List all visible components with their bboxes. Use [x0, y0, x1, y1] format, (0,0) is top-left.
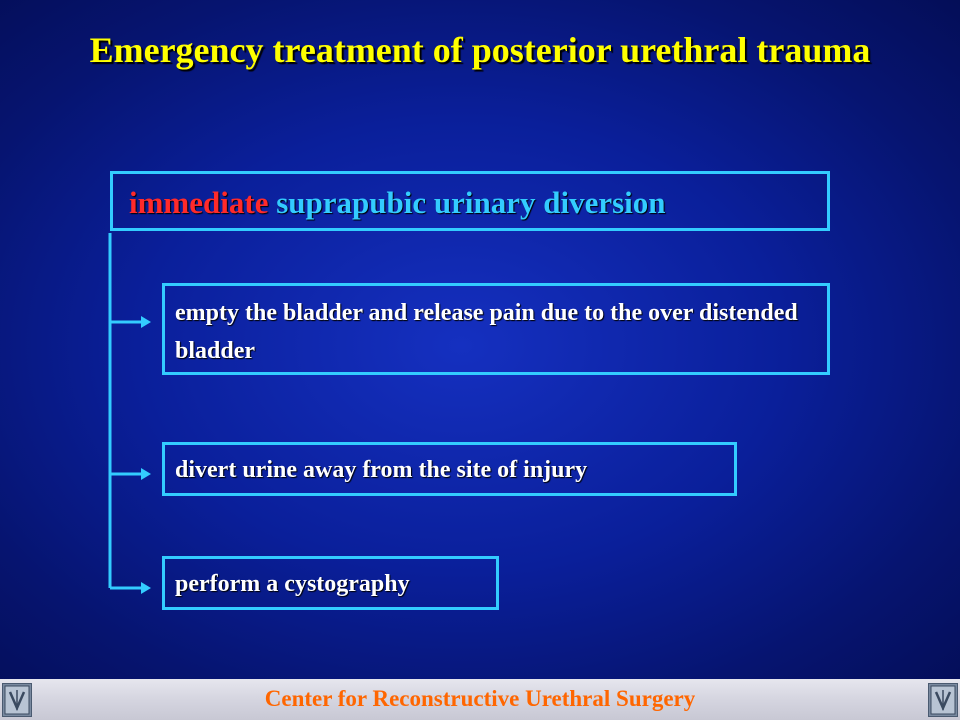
arrow-right-icon [110, 468, 151, 480]
treatment-item-box: perform a cystography [162, 556, 499, 610]
footer-title: Center for Reconstructive Urethral Surgery [264, 686, 696, 711]
arrow-right-icon [110, 316, 151, 328]
treatment-item-box: divert urine away from the site of injury [162, 442, 737, 496]
logo-icon [928, 683, 958, 717]
main-rest-text: suprapubic urinary diversion [276, 185, 666, 220]
main-accent-word: immediate [129, 185, 269, 220]
treatment-item-box: empty the bladder and release pain due to the over distended bladder [162, 283, 830, 375]
slide-title: Emergency treatment of posterior urethral trauma [89, 30, 871, 70]
arrow-right-icon [110, 582, 151, 594]
footer-bar [0, 679, 960, 720]
